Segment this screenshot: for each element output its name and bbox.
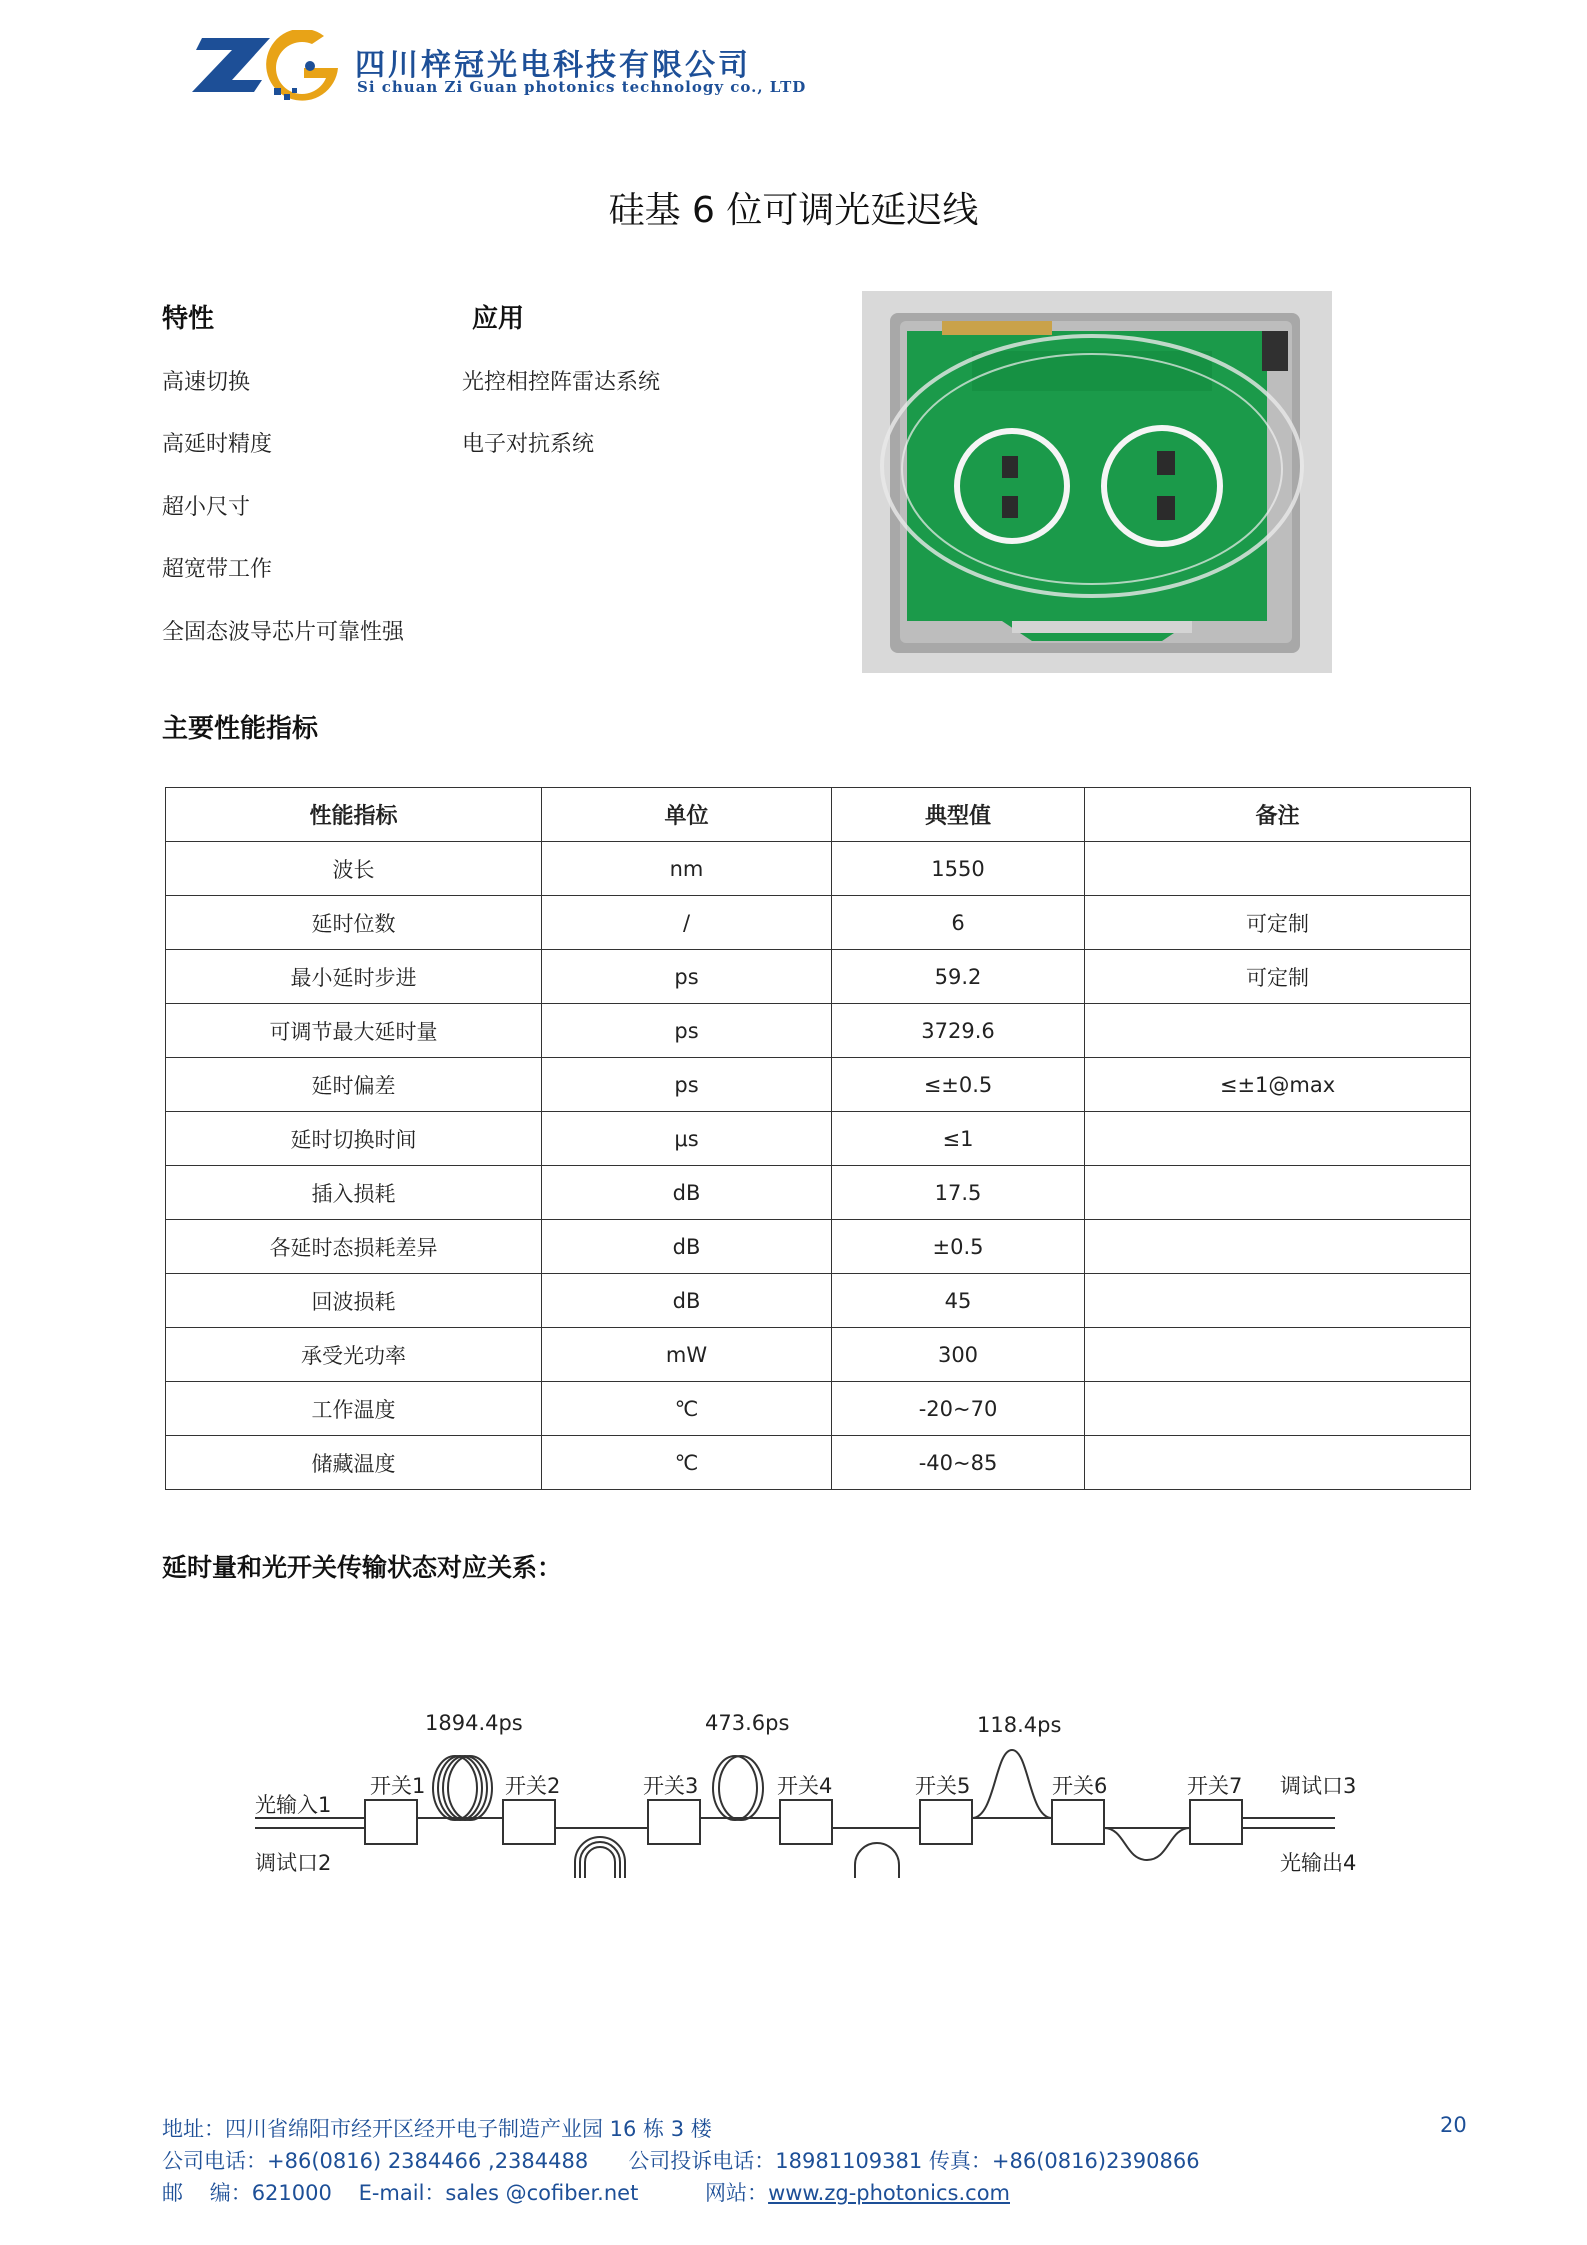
feature-item: 高延时精度 (162, 432, 273, 457)
application-item: 光控相控阵雷达系统 (462, 370, 661, 395)
table-cell: -20~70 (832, 1382, 1085, 1436)
table-cell: 6 (832, 896, 1085, 950)
table-row (166, 1166, 1471, 1220)
column-header: 备注 (1085, 788, 1471, 842)
switch-label: 开关5 (915, 1774, 971, 1798)
table-cell: 1550 (832, 842, 1085, 896)
table-cell: 45 (832, 1274, 1085, 1328)
table-cell: 17.5 (832, 1166, 1085, 1220)
table-cell (1085, 1328, 1471, 1382)
zg-logo-icon (192, 30, 342, 105)
table-cell: 可调节最大延时量 (166, 1004, 542, 1058)
product-photo (862, 291, 1332, 673)
document-title: 硅基 6 位可调光延迟线 (608, 190, 979, 231)
table-row (166, 1058, 1471, 1112)
table-cell (1085, 1274, 1471, 1328)
table-cell (1085, 1436, 1471, 1490)
table-cell: dB (542, 1220, 832, 1274)
table-cell: 延时位数 (166, 896, 542, 950)
table-row (166, 1328, 1471, 1382)
table-row (166, 1004, 1471, 1058)
debug-port-left: 调试口2 (255, 1851, 332, 1875)
table-row (166, 1112, 1471, 1166)
table-row (166, 1220, 1471, 1274)
table-cell: 波长 (166, 842, 542, 896)
table-cell: μs (542, 1112, 832, 1166)
column-header: 性能指标 (166, 788, 542, 842)
table-cell (1085, 842, 1471, 896)
table-cell: dB (542, 1274, 832, 1328)
table-cell: ps (542, 1058, 832, 1112)
company-name-cn: 四川梓冠光电科技有限公司 (355, 48, 751, 83)
features-heading: 特性 (162, 304, 215, 334)
footer-contact (162, 2177, 1010, 2207)
table-cell: 延时切换时间 (166, 1112, 542, 1166)
table-cell: ≤1 (832, 1112, 1085, 1166)
table-cell: dB (542, 1166, 832, 1220)
table-cell (1085, 1004, 1471, 1058)
delay-label: 1894.4ps (425, 1711, 523, 1735)
table-cell: 储藏温度 (166, 1436, 542, 1490)
table-row (166, 842, 1471, 896)
table-cell: 可定制 (1085, 950, 1471, 1004)
table-cell: 最小延时步进 (166, 950, 542, 1004)
table-cell: 可定制 (1085, 896, 1471, 950)
switch-label: 开关7 (1187, 1774, 1243, 1798)
switch-label: 开关6 (1052, 1774, 1108, 1798)
table-cell: ℃ (542, 1436, 832, 1490)
spec-table (165, 787, 1471, 1490)
switch-label: 开关4 (777, 1774, 833, 1798)
input-label: 光输入1 (255, 1793, 332, 1817)
specs-heading: 主要性能指标 (162, 714, 319, 744)
table-row (166, 1382, 1471, 1436)
table-cell: ℃ (542, 1382, 832, 1436)
output-label: 光输出4 (1280, 1851, 1357, 1875)
feature-item: 高速切换 (162, 370, 251, 395)
feature-item: 超小尺寸 (162, 495, 251, 520)
delay-label: 473.6ps (705, 1711, 790, 1735)
table-cell: ≤±1@max (1085, 1058, 1471, 1112)
applications-heading: 应用 (472, 304, 525, 334)
table-cell: 各延时态损耗差异 (166, 1220, 542, 1274)
page-number: 20 (1440, 2113, 1467, 2137)
table-cell: 回波损耗 (166, 1274, 542, 1328)
table-cell: ≤±0.5 (832, 1058, 1085, 1112)
table-cell: 3729.6 (832, 1004, 1085, 1058)
feature-item: 超宽带工作 (162, 557, 273, 582)
table-cell: / (542, 896, 832, 950)
table-cell: 延时偏差 (166, 1058, 542, 1112)
switch-label: 开关2 (505, 1774, 561, 1798)
footer-address: 地址：四川省绵阳市经开区经开电子制造产业园 16 栋 3 楼 (162, 2117, 712, 2141)
switch-label: 开关1 (370, 1774, 426, 1798)
website-link[interactable]: www.zg-photonics.com (768, 2181, 1010, 2205)
table-cell: 承受光功率 (166, 1328, 542, 1382)
table-cell: 300 (832, 1328, 1085, 1382)
table-cell: -40~85 (832, 1436, 1085, 1490)
column-header: 单位 (542, 788, 832, 842)
footer-phone: 公司电话：+86(0816) 2384466 ,2384488 公司投诉电话：18981109381 传真：+86(0816)2390866 (162, 2149, 1200, 2173)
footer-postcode-email: 邮 编：621000 E-mail：sales @cofiber.net 网站： (162, 2181, 769, 2205)
feature-item: 全固态波导芯片可靠性强 (162, 620, 405, 645)
table-cell (1085, 1382, 1471, 1436)
table-cell (1085, 1166, 1471, 1220)
company-name-en: Si chuan Zi Guan photonics technology co., LTD (357, 78, 807, 96)
table-cell (1085, 1220, 1471, 1274)
delay-switch-diagram (255, 1700, 1365, 1890)
table-row (166, 896, 1471, 950)
debug-port-right: 调试口3 (1280, 1774, 1357, 1798)
application-item: 电子对抗系统 (462, 432, 595, 457)
table-cell: nm (542, 842, 832, 896)
relation-heading: 延时量和光开关传输状态对应关系： (162, 1553, 563, 1582)
table-row (166, 1274, 1471, 1328)
table-cell: 工作温度 (166, 1382, 542, 1436)
table-cell: ps (542, 950, 832, 1004)
table-cell: 插入损耗 (166, 1166, 542, 1220)
table-cell (1085, 1112, 1471, 1166)
table-header-row (166, 788, 1471, 842)
table-cell: mW (542, 1328, 832, 1382)
table-row (166, 950, 1471, 1004)
table-cell: 59.2 (832, 950, 1085, 1004)
table-cell: ±0.5 (832, 1220, 1085, 1274)
table-cell: ps (542, 1004, 832, 1058)
table-row (166, 1436, 1471, 1490)
column-header: 典型值 (832, 788, 1085, 842)
switch-label: 开关3 (643, 1774, 699, 1798)
delay-label: 118.4ps (977, 1713, 1062, 1737)
